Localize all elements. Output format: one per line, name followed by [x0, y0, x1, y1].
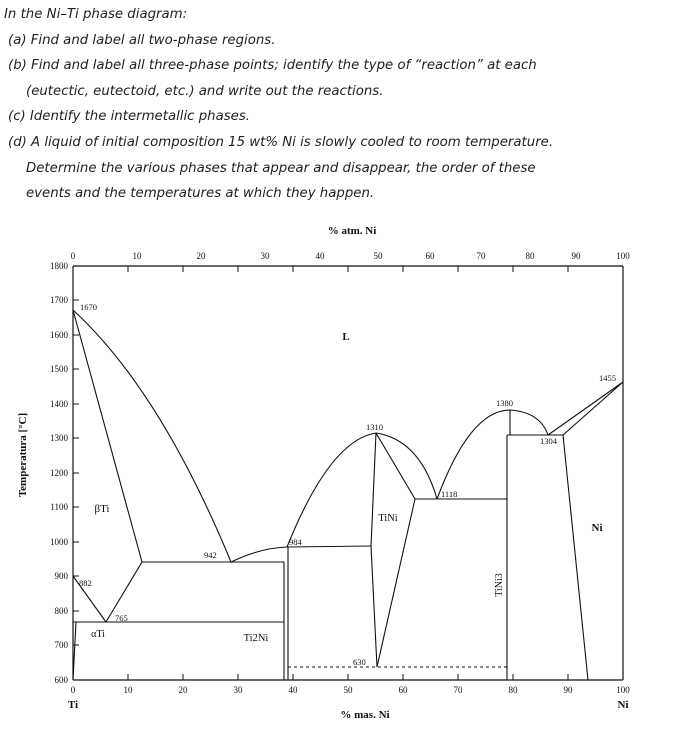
- top-tick-label: 90: [571, 251, 581, 261]
- y-tick-label: 600: [54, 675, 68, 685]
- liquidus-tini-left: [287, 433, 376, 547]
- bottom-tick-label: 80: [508, 685, 518, 695]
- top-axis-label: % atm. Ni: [327, 225, 377, 237]
- bottom-tick-label: 90: [563, 685, 573, 695]
- temp-1670: 1670: [80, 302, 97, 312]
- tick-marks: [73, 266, 568, 680]
- solidus-ni-side: [563, 382, 623, 435]
- question-intro: In the Ni–Ti phase diagram:: [4, 7, 188, 22]
- bottom-tick-label: 50: [343, 685, 353, 695]
- y-tick-label: 1700: [50, 295, 68, 305]
- question-part-a: (a) Find and label all two-phase regions.: [8, 32, 276, 48]
- question-part-b: (b) Find and label all three-phase points; identify the type of “reaction” at each: [8, 58, 537, 74]
- tini3-phase: [507, 410, 510, 680]
- liquidus-ti-side: [73, 310, 231, 562]
- liquidus-tini-right: [376, 433, 437, 499]
- top-tick-label: 100: [616, 251, 630, 261]
- y-tick-label: 1600: [50, 330, 68, 340]
- temp-1310: 1310: [366, 422, 383, 432]
- bottom-tick-label: 100: [616, 685, 630, 695]
- top-tick-label: 60: [425, 251, 435, 261]
- liquidus-ni-side: [548, 382, 623, 435]
- beta-ti-label: βTi: [94, 503, 110, 515]
- ni-solvus: [563, 435, 588, 680]
- top-tick-label: 70: [476, 251, 486, 261]
- question-part-d-cont2: events and the temperatures at which they happen.: [26, 186, 375, 202]
- top-tick-label: 50: [373, 251, 383, 261]
- y-tick-label: 1400: [50, 399, 68, 409]
- top-tick-labels: [71, 251, 631, 261]
- bottom-axis-label: % mas. Ni: [340, 709, 390, 721]
- bottom-tick-label: 20: [178, 685, 188, 695]
- temp-1304: 1304: [540, 436, 557, 446]
- question-part-d-cont1: Determine the various phases that appear and disappear, the order of these: [26, 160, 536, 176]
- tini-label: TiNi: [378, 513, 398, 524]
- top-tick-label: 0: [70, 251, 76, 261]
- y-tick-label: 700: [54, 640, 68, 650]
- question-part-c: (c) Identify the intermetallic phases.: [8, 109, 250, 125]
- y-tick-label: 900: [54, 571, 68, 581]
- temp-1118: 1118: [441, 489, 458, 499]
- liquidus-tini3: [437, 410, 548, 499]
- bottom-tick-label: 70: [453, 685, 463, 695]
- top-tick-label: 20: [196, 251, 206, 261]
- bottom-tick-labels: [71, 685, 631, 695]
- phase-boundaries: [73, 310, 623, 680]
- top-tick-label: 10: [132, 251, 142, 261]
- tini-right-boundary: [376, 433, 415, 667]
- question-part-b-cont: (eutectic, eutectoid, etc.) and write out the reactions.: [26, 83, 384, 99]
- temp-1455: 1455: [599, 373, 616, 383]
- y-tick-label: 1800: [50, 261, 68, 271]
- y-tick-label: 1100: [50, 502, 68, 512]
- peritectic-984-line: [231, 546, 371, 562]
- ti2ni-phase: [284, 547, 288, 680]
- temp-765: 765: [115, 613, 128, 623]
- bottom-tick-label: 10: [123, 685, 133, 695]
- temp-630: 630: [353, 657, 366, 667]
- temperature-labels: [79, 302, 616, 667]
- y-axis-label: Temperatura [°C]: [17, 412, 29, 498]
- question-part-d: (d) A liquid of initial composition 15 wt% Ni is slowly cooled to room temperature.: [8, 134, 554, 150]
- bottom-tick-label: 30: [233, 685, 243, 695]
- axes-frame: [73, 266, 623, 680]
- ni-end-label: Ni: [617, 699, 629, 711]
- top-tick-label: 30: [260, 251, 270, 261]
- y-tick-label: 1500: [50, 364, 68, 374]
- top-tick-label: 80: [525, 251, 535, 261]
- liquid-label: L: [342, 331, 350, 343]
- temp-882: 882: [79, 578, 92, 588]
- y-tick-label: 1000: [50, 537, 68, 547]
- bottom-tick-label: 0: [70, 685, 76, 695]
- y-tick-label: 1200: [50, 468, 68, 478]
- solidus-beta-ti: [73, 310, 142, 562]
- tini-left-boundary: [371, 433, 377, 667]
- bottom-tick-label: 40: [288, 685, 298, 695]
- top-tick-label: 40: [315, 251, 325, 261]
- y-tick-label: 800: [54, 606, 68, 616]
- tini3-label: TiNi3: [494, 573, 505, 597]
- ti-end-label: Ti: [67, 699, 79, 711]
- ni-phase-label: Ni: [591, 522, 603, 534]
- y-tick-labels: [50, 261, 69, 685]
- temp-1380: 1380: [496, 398, 513, 408]
- y-tick-label: 1300: [50, 433, 68, 443]
- alpha-ti-label: αTi: [91, 629, 105, 640]
- temp-942: 942: [204, 550, 217, 560]
- ti2ni-label: Ti2Ni: [243, 633, 269, 644]
- bottom-tick-label: 60: [398, 685, 408, 695]
- temp-984: 984: [289, 537, 302, 547]
